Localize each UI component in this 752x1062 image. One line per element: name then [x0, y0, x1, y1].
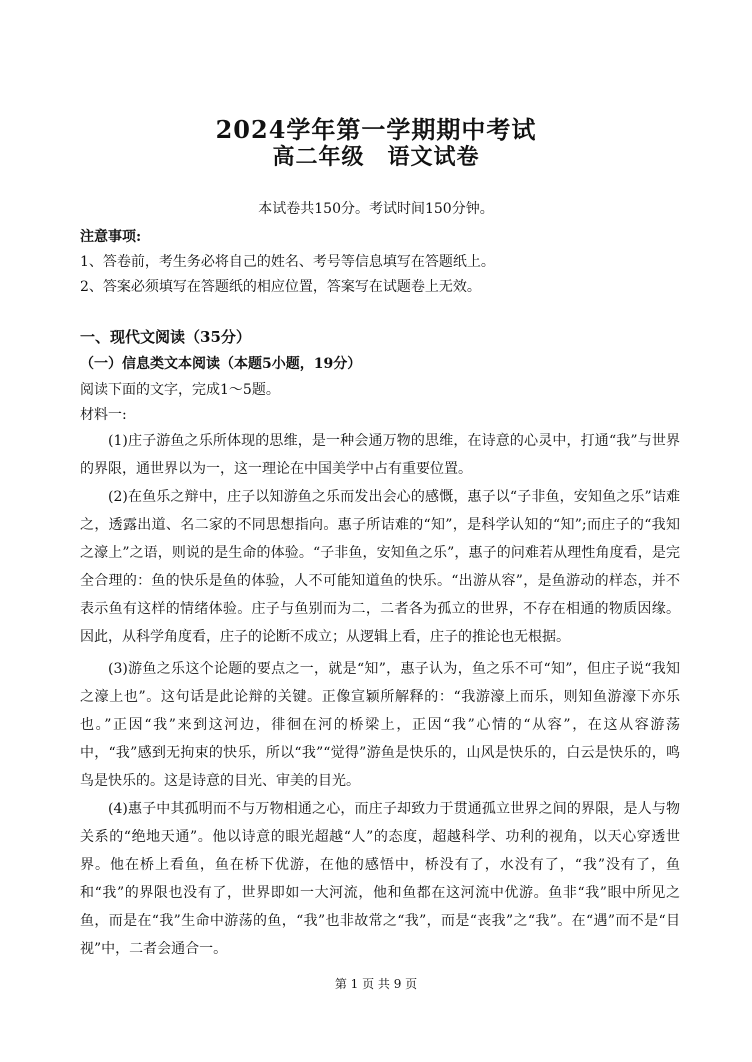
paragraph-4: (4)惠子中其孤明而不与万物相通之心，而庄子却致力于贯通孤立世界之间的界限，是人与物关系的“绝地天通”。他以诗意的眼光超越“人”的态度，超越科学、功利的视角，以天心穿透世界。他在桥上看鱼，鱼在桥下优游，在他的感悟中，桥没有了，水没有了，“我”没有了，鱼和“我”的界限也没有了，世界即如一大河流，他和鱼都在这河流中优游。鱼非“我”眼中所见之鱼，而是在“我”生命中游荡的鱼，“我”也非故常之“我”，而是“丧我”之“我”。在“遇”而不是“目视”中，二者会通合一。	[80, 801, 680, 957]
notice-heading: 注意事项:	[80, 229, 142, 245]
exam-title: 2024学年第一学期期中考试	[215, 115, 537, 144]
notice-item-2: 2、答案必须填写在答题纸的相应位置，答案写在试题卷上无效。	[80, 279, 481, 295]
reading-instruction: 阅读下面的文字，完成1～5题。	[80, 382, 280, 398]
paragraph-3: (3)游鱼之乐这个论题的要点之一，就是“知”，惠子认为，鱼之乐不可“知”，但庄子说“我知之濠上也”。这句话是此论辩的关键。正像宣颖所解释的：“我游濠上而乐，则知鱼游濠下亦乐也。”正因“我”来到这河边，徘徊在河的桥梁上，正因“我”心情的“从容”，在这从容游荡中，“我”感到无拘束的快乐，所以“我”“觉得”游鱼是快乐的，山风是快乐的，白云是快乐的，鸣鸟是快乐的。这是诗意的目光、审美的目光。	[80, 661, 680, 789]
exam-note: 本试卷共150分。考试时间150分钟。	[258, 201, 494, 217]
exam-subtitle: 高二年级 语文试卷	[272, 144, 480, 170]
page-footer: 第 1 页 共 9 页	[334, 977, 418, 991]
paragraph-1: (1)庄子游鱼之乐所体现的思维，是一种会通万物的思维，在诗意的心灵中，打通“我”与世界的界限，通世界以为一，这一理论在中国美学中占有重要位置。	[80, 433, 680, 477]
section-heading: 一、现代文阅读（35分）	[80, 328, 251, 346]
material-label: 材料一:	[80, 407, 127, 423]
notice-item-1: 1、答卷前，考生务必将自己的姓名、考号等信息填写在答题纸上。	[80, 254, 495, 270]
section-subheading: （一）信息类文本阅读（本题5小题，19分）	[80, 356, 362, 372]
paragraph-2: (2)在鱼乐之辩中，庄子以知游鱼之乐而发出会心的感慨，惠子以“子非鱼，安知鱼之乐”诘难之，透露出道、名二家的不同思想指向。惠子所诘难的“知”，是科学认知的“知”;而庄子的“我知之濠上”之语，则说的是生命的体验。“子非鱼，安知鱼之乐”，惠子的问难若从理性角度看，是完全合理的：鱼的快乐是鱼的体验，人不可能知道鱼的快乐。“出游从容”，是鱼游动的样态，并不表示鱼有这样的情绪体验。庄子与鱼别而为二，二者各为孤立的世界，不存在相通的物质因缘。因此，从科学角度看，庄子的论断不成立；从逻辑上看，庄子的推论也无根据。	[80, 489, 680, 645]
